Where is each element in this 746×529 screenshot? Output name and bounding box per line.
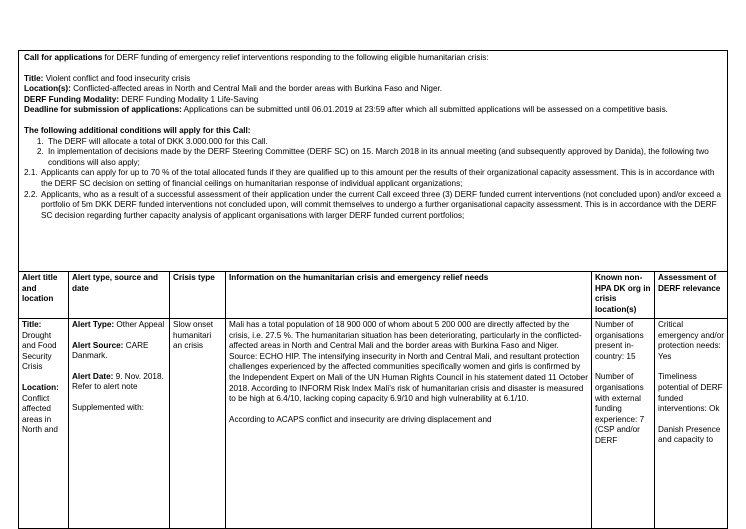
call-intro-text: for DERF funding of emergency relief interventions responding to the following eligible humanitarian crisis:: [102, 53, 488, 62]
conditions-list: [24, 137, 722, 169]
deadline-value: Applications can be submitted until 06.01.2019 at 23:59 after which all submitted applications will be assessed on a competitive basis.: [182, 105, 668, 114]
call-modality: [24, 95, 722, 106]
cell-type: Alert Type: Other Appeal: [72, 320, 166, 331]
conditions-heading: The following additional conditions will apply for this Call:: [24, 126, 722, 137]
header-information: Information on the humanitarian crisis and emergency relief needs: [226, 272, 592, 319]
cell-alert-type: [69, 319, 170, 529]
subcondition-item: [24, 168, 722, 189]
cell-date: Alert Date: 9. Nov. 2018. Refer to alert note: [72, 372, 166, 393]
cell-crisis-type: Slow onset humanitari an crisis: [170, 319, 226, 529]
cell-assessment: [655, 319, 729, 529]
header-alert-title: Alert title and location: [19, 272, 69, 319]
title-label: Title:: [24, 74, 43, 83]
location-value: Conflicted-affected areas in North and Central Mali and the border areas with Burkina Faso and Niger.: [71, 84, 442, 93]
cell-location-value: Conflict affected areas in North and: [22, 394, 65, 436]
call-intro-bold: Call for applications: [24, 53, 102, 62]
assessment-presence: Danish Presence and capacity to: [658, 425, 725, 446]
cell-known-orgs: [592, 319, 655, 529]
header-alert-type: Alert type, source and date: [69, 272, 170, 319]
call-intro: [24, 53, 722, 64]
call-location: [24, 84, 722, 95]
modality-label: DERF Funding Modality:: [24, 95, 119, 104]
cell-location-label: Location:: [22, 383, 65, 394]
call-title: [24, 74, 722, 85]
cell-source: Alert Source: CARE Danmark.: [72, 341, 166, 362]
deadline-label: Deadline for submission of applications:: [24, 105, 182, 114]
call-deadline: [24, 105, 722, 116]
subcondition-number: 2.1.: [24, 168, 41, 179]
info-paragraph: Mali has a total population of 18 900 000 of whom about 5 200 000 are directly affected by the crisis, i.e. 27.5 %. The humanitarian situation has been deteriorating, particularly in the conflicted-affected areas in North and Central Mali and the border areas with Burkina Faso and Niger. Source: ECHO HIP. The intensifying insecurity in North and Central Mali, and resultant protection challenges experienced by the affected communities specifically women and girls is confirmed by the Independent Expert on Mali of the UN Human Rights Council in his statement dated 11 October 2018. According to INFORM Risk Index Mali’s risk of humanitarian crisis and disaster is measured to be high at 6.4/10, lacking coping capacity 6.9/10 and high vulnerability at 6.1/10.: [229, 320, 588, 405]
assessment-needs: Critical emergency and/or protection needs: Yes: [658, 320, 725, 362]
subcondition-text: Applicants, who as a result of a successful assessment of their application under the current Call exceed three (3) DERF funded current interventions (not concluded upon) and/or exceed a portfolio of 5m DKK DERF funded interventions not concluded upon, will commit themselves to undergo a further organisational capacity assessment. This is in accordance with the DERF SC decision regarding further capacity analysis of applicant organisations with larger DERF funded current portfolios;: [41, 190, 721, 220]
table-header-row: [19, 272, 729, 319]
condition-item: 1. The DERF will allocate a total of DKK 3.000.000 for this Call.: [46, 137, 722, 148]
cell-title-value: Drought and Food Security Crisis: [22, 331, 65, 373]
header-known-orgs: Known non-HPA DK org in crisis location(s): [592, 272, 655, 319]
subcondition-item: [24, 190, 722, 222]
location-label: Location(s):: [24, 84, 71, 93]
cell-information: [226, 319, 592, 529]
subcondition-text: Applicants can apply for up to 70 % of the total allocated funds if they are qualified up to this amount per the results of their organizational capacity assessment. This is in accordance with the DERF SC decision on setting of financial ceilings on humanitarian response of individual applicant organizations;: [41, 168, 714, 188]
cell-title-label: Title:: [22, 320, 65, 331]
cell-alert-title: [19, 319, 69, 529]
header-assessment: Assessment of DERF relevance: [655, 272, 729, 319]
call-section: [19, 51, 727, 221]
orgs-funding: Number of organisations with external funding experience: 7 (CSP and/or DERF: [595, 372, 651, 446]
table-row: [19, 319, 729, 529]
modality-value: DERF Funding Modality 1 Life-Saving: [119, 95, 258, 104]
alert-table: [18, 271, 728, 529]
title-value: Violent conflict and food insecurity crisis: [43, 74, 190, 83]
assessment-timeliness: Timeliness potential of DERF funded interventions: Ok: [658, 372, 725, 414]
condition-item: 2. In implementation of decisions made by the DERF Steering Committee (DERF SC) on 15. March 2018 in its annual meeting (and subsequently approved by Danida), the following two conditions will also apply;: [46, 147, 722, 168]
call-box: [18, 50, 728, 529]
header-crisis-type: Crisis type: [170, 272, 226, 319]
info-paragraph: According to ACAPS conflict and insecurity are driving displacement and: [229, 415, 588, 426]
cell-supplemented: Supplemented with:: [72, 403, 166, 414]
subcondition-number: 2.2.: [24, 190, 41, 201]
orgs-present: Number of organisations present in-country: 15: [595, 320, 651, 362]
